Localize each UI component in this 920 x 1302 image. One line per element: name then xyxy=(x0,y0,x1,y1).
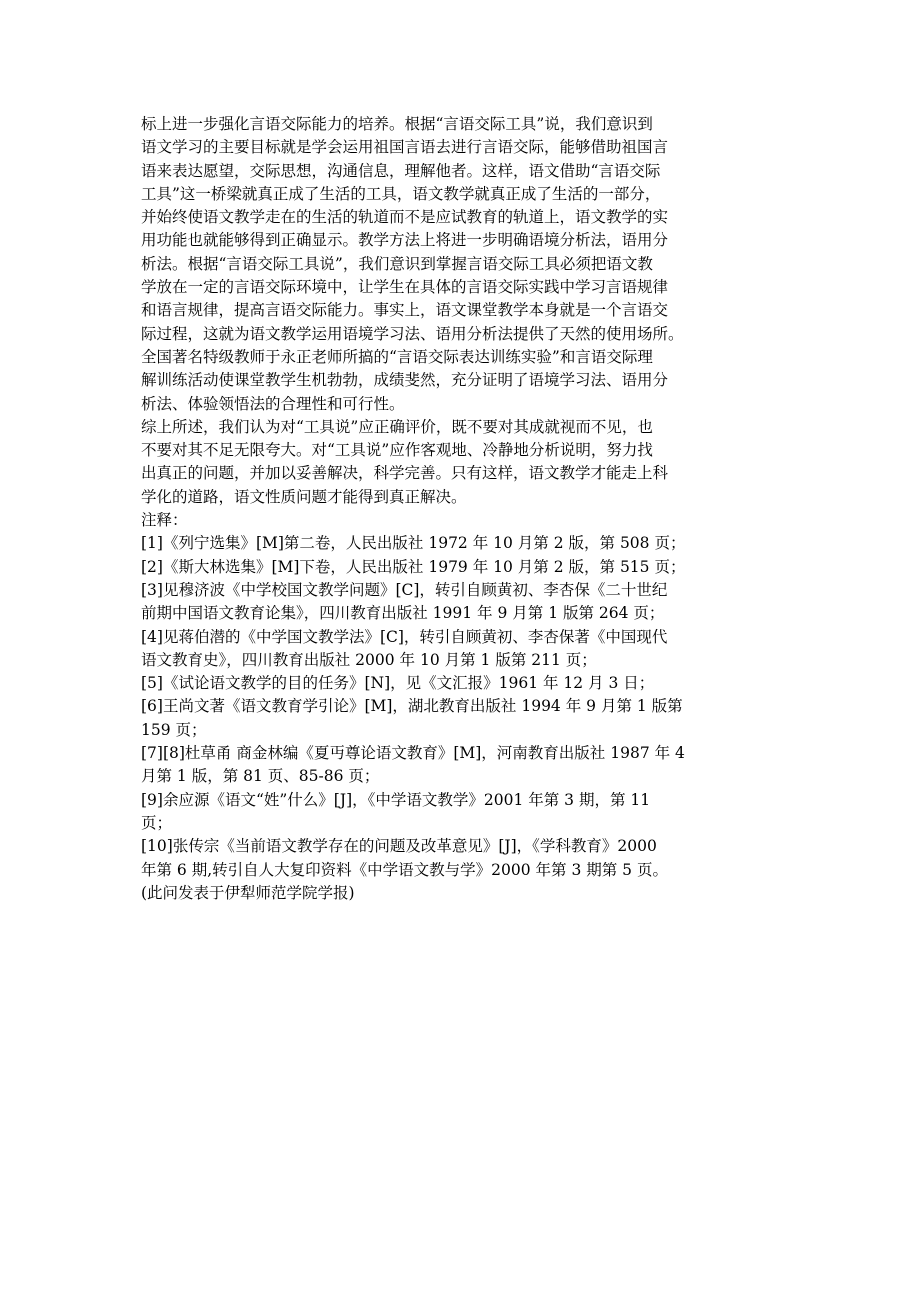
text-line: 语文学习的主要目标就是学会运用祖国言语去进行言语交际，能够借助祖国言 xyxy=(141,138,669,157)
reference-line: [3]见穆济波《中学校国文教学问题》[C]，转引自顾黄初、李杏保《二十世纪 xyxy=(141,580,668,599)
text-line: 析法、体验领悟法的合理性和可行性。 xyxy=(141,394,405,413)
text-line: 全国著名特级教师于永正老师所搞的“言语交际表达训练实验”和言语交际理 xyxy=(141,347,653,366)
reference-line: [7][8]杜草甬 商金林编《夏丏尊论语文教育》[M]，河南教育出版社 1987 年 4 xyxy=(141,744,685,763)
text-line: 学放在一定的言语交际环境中，让学生在具体的言语交际实践中学习言语规律 xyxy=(141,278,669,297)
reference-line: 页； xyxy=(141,813,173,832)
reference-line: 159 页； xyxy=(141,720,207,739)
text-line: 析法。根据“言语交际工具说”，我们意识到掌握言语交际工具必须把语文教 xyxy=(141,254,653,273)
text-line: 际过程，这就为语文教学运用语境学习法、语用分析法提供了天然的使用场所。 xyxy=(141,324,684,343)
text-line: 出真正的问题，并加以妥善解决，科学完善。只有这样，语文教学才能走上科 xyxy=(141,464,669,483)
text-line: 用功能也就能够得到正确显示。教学方法上将进一步明确语境分析法，语用分 xyxy=(141,231,669,250)
text-line: 语来表达愿望，交际思想，沟通信息，理解他者。这样，语文借助“言语交际 xyxy=(141,161,661,180)
reference-line: [10]张传宗《当前语文教学存在的问题及改革意见》[J]，《学科教育》2000 xyxy=(141,837,657,856)
reference-line: 前期中国语文教育论集》，四川教育出版社 1991 年 9 月第 1 版第 264 页； xyxy=(141,604,665,623)
reference-line: 语文教育史》，四川教育出版社 2000 年 10 月第 1 版第 211 页； xyxy=(141,650,597,669)
reference-line: [1]《列宁选集》[M]第二卷，人民出版社 1972 年 10 月第 2 版，第 508 页； xyxy=(141,534,686,553)
reference-line: [9]余应源《语文“姓”什么》[J]，《中学语文教学》2001 年第 3 期，第 11 xyxy=(141,790,651,809)
text-line: 不要对其不足无限夸大。对“工具说”应作客观地、冷静地分析说明，努力找 xyxy=(141,441,653,460)
text-line: 解训练活动使课堂教学生机勃勃，成绩斐然，充分证明了语境学习法、语用分 xyxy=(141,371,669,390)
reference-line: [5]《试论语文教学的目的任务》[N]，见《文汇报》1961 年 12 月 3 日； xyxy=(141,674,655,693)
notes-heading: 注释： xyxy=(141,511,188,530)
text-line: 学化的道路，语文性质问题才能得到真正解决。 xyxy=(141,487,467,506)
body-text xyxy=(141,113,791,905)
text-line: 标上进一步强化言语交际能力的培养。根据“言语交际工具”说，我们意识到 xyxy=(141,115,653,133)
text-line: 工具”这一桥梁就真正成了生活的工具，语文教学就真正成了生活的一部分， xyxy=(141,184,661,203)
text-line: 综上所述，我们认为对“工具说”应正确评价，既不要对其成就视而不见，也 xyxy=(141,417,653,436)
text-line: 并始终使语文教学走在的生活的轨道而不是应试教育的轨道上，语文教学的实 xyxy=(141,208,669,227)
reference-line: 年第 6 期,转引自人大复印资料《中学语文教与学》2000 年第 3 期第 5 页。 xyxy=(141,860,668,879)
publication-note: (此问发表于伊犁师范学院学报) xyxy=(141,883,355,902)
reference-line: [2]《斯大林选集》[M]下卷，人民出版社 1979 年 10 月第 2 版，第 515 页； xyxy=(141,557,686,576)
reference-line: [4]见蒋伯潜的《中学国文教学法》[C]，转引自顾黄初、李杏保著《中国现代 xyxy=(141,627,668,646)
reference-line: 月第 1 版，第 81 页、85-86 页； xyxy=(141,767,380,786)
text-line: 和语言规律，提高言语交际能力。事实上，语文课堂教学本身就是一个言语交 xyxy=(141,301,669,320)
reference-line: [6]王尚文著《语文教育学引论》[M]，湖北教育出版社 1994 年 9 月第 1 版第 xyxy=(141,697,683,716)
